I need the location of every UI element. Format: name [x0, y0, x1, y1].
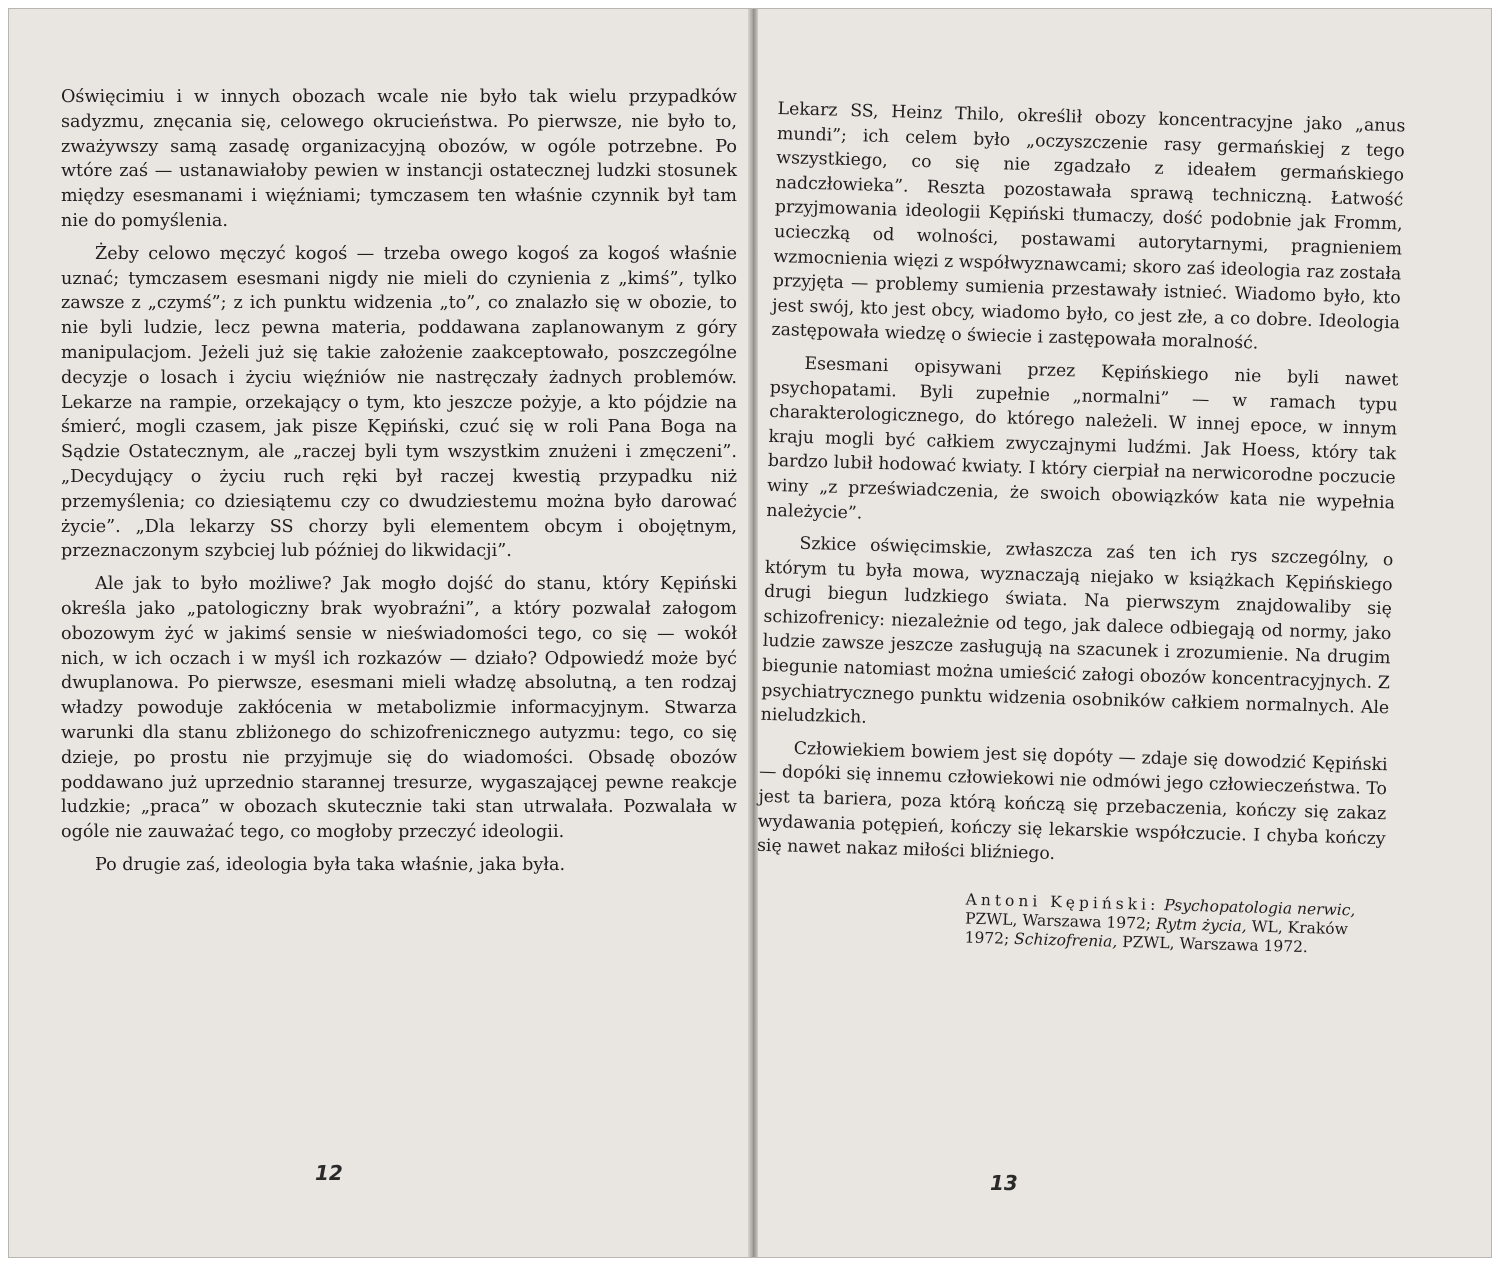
left-page — [9, 9, 748, 1257]
reference-publisher-1: PZWL, Warszawa 1972; — [964, 909, 1152, 933]
right-paragraph-4: Człowiekiem bowiem jest się dopóty — zdaje się dowodzić Kępiński — dopóki się innemu człowiekowi nie odmówi jego człowieczeństwa. To jest ta bariera, poza którą kończą się przebaczenia, kończy się zakaz wydawania potępień, kończy się lekarskie współczucie. I chyba kończy się nawet nakaz miłości bliźniego. — [756, 738, 1388, 865]
bibliography-note — [964, 890, 1383, 959]
right-paragraph-1: Lekarz SS, Heinz Thilo, określił obozy koncentracyjne jako „anus mundi”; ich celem było „oczyszczenie rasy germańskiej z tego wszystkiego, co się nie zgadzało z ideałem germańskiego nadczłowieka”. Reszta pozostawała sprawą techniczną. Łatwość przyjmowania ideologii Kępiński tłumaczy, dość podobnie jak Fromm, ucieczką od wolności, postawami autorytarnymi, pragnieniem wzmocnienia więzi z współwyznawcami; skoro zaś ideologia raz została przyjęta — problemy sumienia przestawały istnieć. Wiadomo było, kto jest swój, kto jest obcy, wiadomo było, co jest złe, a co dobre. Ideologia zastępowała wiedzę o świecie i zastępowała moralność. — [771, 98, 1406, 354]
right-page-text — [754, 97, 1405, 959]
left-paragraph-3: Ale jak to było możliwe? Jak mogło dojść do stanu, który Kępiński określa jako „patologiczny brak wyobraźni”, a który pozwalał załogom obozowym żyć w jakimś sensie w nieświadomości tego, co się — wokół nich, w ich oczach i w myśl ich rozkazów — działo? Odpowiedź może być dwuplanowa. Po pierwsze, esesmani mieli władzę absolutną, a ten rodzaj władzy powoduje zakłócenia w metabolizmie informacyjnym. Stwarza warunki dla stanu zbliżonego do schizofrenicznego autyzmu: tego, co się dzieje, po prostu nie przyjmuje się do wiadomości. Obsadę obozów poddawano już uprzednio starannej tresurze, wygaszającej pewne reakcje ludzkie; „praca” w obozach skutecznie taki stan utrwalała. Pozwalała w ogóle nie zauważać tego, co mogłoby przeczyć ideologii. — [61, 574, 737, 843]
right-paragraph-2: Esesmani opisywani przez Kępińskiego nie byli nawet psychopatami. Byli zupełnie „normalni” — w ramach typu charakterologicznego, do którego należeli. W innej epoce, w innym kraju mogli być całkiem zwyczajnymi ludźmi. Jak Hoess, który tak bardzo lubił hodować kwiaty. I który cierpiał na nerwicorodne poczucie winy „z przeświadczenia, że swoich obowiązków kata nie wypełnia należycie”. — [766, 353, 1399, 524]
reference-publisher-3: PZWL, Warszawa 1972. — [1122, 932, 1309, 956]
right-paragraph-3: Szkice oświęcimskie, zwłaszcza zaś ten ich rys szczególny, o którym tu była mowa, wyznaczają niejako w książkach Kępińskiego drugi biegun ludzkiego świata. Na pierwszym znajdowaliby się schizofrenicy: niezależnie od tego, jak dalece odbiegają od normy, jako ludzie zawsze jeszcze zasługują na szacunek i zrozumienie. Na drugim biegunie natomiast można umieścić załogi obozów koncentracyjnych. Z psychiatrycznego punktu widzenia osobników całkiem normalnych. Ale nieludzkich. — [760, 533, 1394, 728]
book-spine — [748, 9, 758, 1257]
left-paragraph-1: Oświęcimiu i w innych obozach wcale nie było tak wielu przypadków sadyzmu, znęcania się, celowego okrucieństwa. Po pierwsze, nie było to, zważywszy samą zasadę organizacyjną obozów, w ogóle potrzebne. Po wtóre zaś — ustanawiałoby pewien w instancji ostatecznej ludzki stosunek między esesmanami i więźniami; tymczasem ten właśnie czynnik był tam nie do pomyślenia. — [61, 87, 737, 231]
left-page-number: 12 — [315, 1161, 343, 1185]
right-page — [758, 9, 1492, 1257]
right-page-number: 13 — [990, 1171, 1018, 1195]
book-spread — [8, 8, 1492, 1258]
reference-title-3: Schizofrenia, — [1013, 929, 1118, 951]
reference-title-2: Rytm życia, — [1155, 914, 1247, 936]
reference-author: Antoni Kępiński: — [965, 890, 1160, 914]
reference-publisher-2: WL, Kraków 1972; — [964, 917, 1349, 948]
left-paragraph-2: Żeby celowo męczyć kogoś — trzeba owego kogoś za kogoś właśnie uznać; tymczasem esesmani nigdy nie mieli do czynienia z „kimś”, tylko zawsze z „czymś”; z ich punktu widzenia „to”, co znalazło się w obozie, to nie byli ludzie, lecz pewna materia, poddawana zaplanowanym z góry manipulacjom. Jeżeli już się takie założenie zaakceptowało, poszczególne decyzje o losach i życiu więźniów nie nastręczały żadnych problemów. Lekarze na rampie, orzekający o tym, kto jeszcze pożyje, a kto pójdzie na śmierć, mogli czasem, jak pisze Kępiński, czuć się w roli Pana Boga na Sądzie Ostatecznym, ale „raczej byli tym wszystkim znużeni i zmęczeni”. „Decydujący o życiu ruch ręki był raczej kwestią przypadku niż przemyślenia; co dziesiątemu czy co dwudziestemu można było darować życie”. „Dla lekarzy SS chorzy byli elementem obcym i obojętnym, przeznaczonym szybciej lub później do likwidacji”. — [61, 243, 737, 562]
reference-title-1: Psychopatologia nerwic, — [1164, 895, 1356, 920]
left-paragraph-4: Po drugie zaś, ideologia była taka właśnie, jaka była. — [95, 854, 566, 875]
left-page-text — [61, 85, 737, 878]
